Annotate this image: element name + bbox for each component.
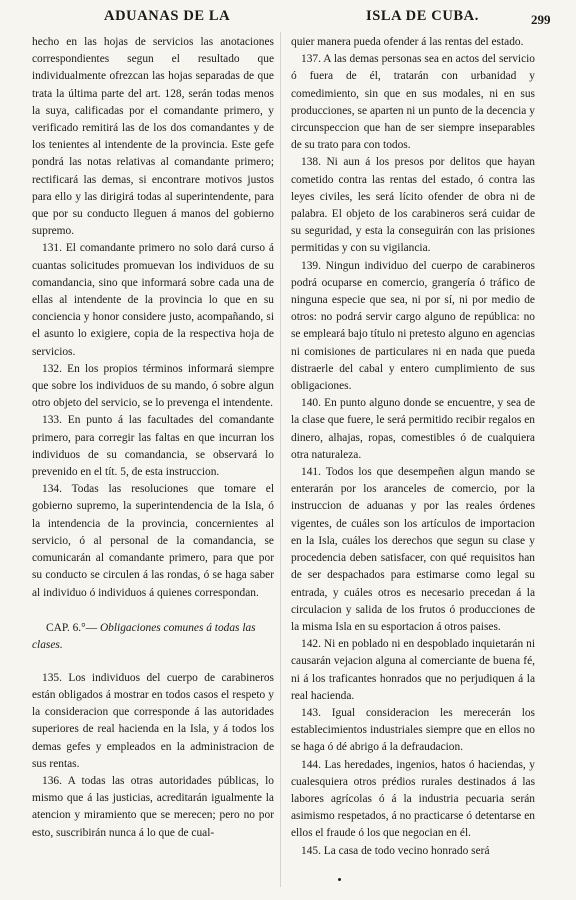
article-paragraph: 141. Todos los que desempeñen algun mando se enterarán por los aranceles de comercio, por la instruccion de aduanas y por las reales órdenes vigentes, de cuáles son los artículos de importacion en la Isla, cuáles los derechos que segun su clase y procedencia deben satisfacer, con qué requisitos han de ser despachados para estimarse como legal su entrada, y cuáles otros es necesario precedan á la circulacion y salida de los frutos ó producciones de la misma Isla en su esportacion á otros paises.	[291, 466, 535, 633]
article-paragraph: 142. Ni en poblado ni en despoblado inquietarán ni causarán vejacion alguna al comerciante de buena fé, ni á los traficantes honrados que no perjudiquen á la real hacienda.	[291, 638, 535, 702]
chapter-heading	[32, 620, 274, 654]
article-paragraph: 144. Las heredades, ingenios, hatos ó haciendas, y cualesquiera otros prédios rurales destinados á las labores agrícolas ó á la industria pecuaria serán asimismo respetados, á no practicarse ó detentarse en ellos el fraude ó los que negocian en él.	[291, 758, 535, 840]
continued-paragraph: hecho en las hojas de servicios las anotaciones correspondientes segun el resultado que individualmente ofrezcan las hojas separadas de que trata la última parte del art. 128, serán todas menos la suya, calificadas por el comandante primero, y verificado remitirá las de los dos comandantes y de los tenientes al intendente de la provincia. Este gefe pondrá las notas relativas al comandante primero; rectificará las demas, si encontrare motivos justos para ello y las dirigirá todas al superintendente, para que por su conducto lleguen á manos del gobierno supremo.	[32, 36, 274, 238]
running-header-right: ISLA DE CUBA.	[366, 8, 479, 24]
article-paragraph: 138. Ni aun á los presos por delitos que hayan cometido contra las rentas del estado, ó contra las leyes civiles, les será lícito ofender de obra ni de palabra. El objeto de los carabineros será cuidar de su seguridad, y esta la conseguirán con las prisiones permitidas y con su vigilancia.	[291, 156, 535, 255]
right-text-column	[291, 34, 535, 860]
article-paragraph: 134. Todas las resoluciones que tomare el gobierno supremo, la superintendencia de la Isla, ó la intendencia de la provincia, concernientes al servicio, ó al personal de la comandancia, se comunicarán al comandante primero, para que por su conducto se circulen á las rondas, ó se haga saber al individuo ó individuos á quienes correspondan.	[32, 483, 274, 599]
print-mark	[338, 878, 341, 881]
article-paragraph: 132. En los propios términos informará siempre que sobre los individuos de su mando, ó sobre algun otro objeto del servicio, se lo prevenga el intendente.	[32, 362, 274, 410]
article-paragraph: 136. A todas las otras autoridades públicas, lo mismo que á las justicias, acreditarán igualmente la atencion y miramiento que se merecen; pero no por esto, suscribirán nunca á lo que de cual-	[32, 774, 274, 839]
article-paragraph: 131. El comandante primero no solo dará curso á cuantas solicitudes promuevan los individuos de su comandancia, sino que informará sobre cada una de ellas al intendente de la provincia lo que en su conciencia y honor considere justo, acompañando, si el asunto lo exigiere, copia de la respectiva hoja de servicios.	[32, 242, 274, 358]
chapter-title: Obligaciones comunes á todas las clases.	[32, 621, 256, 651]
chapter-number: CAP. 6.°—	[46, 621, 98, 634]
page-number: 299	[531, 12, 551, 27]
article-paragraph: 133. En punto á las facultades del comandante primero, para corregir las faltas en que incurran los individuos de su comandancia, se observará lo prevenido en el tít. 5, de esta instruccion.	[32, 414, 274, 479]
continued-paragraph: quier manera pueda ofender á las rentas del estado.	[291, 36, 524, 48]
column-divider	[280, 32, 281, 887]
article-paragraph: 137. A las demas personas sea en actos del servicio ó fuera de él, tratarán con urbanidad y comedimiento, sin que en sus modales, ni en sus producciones, se aparten ni un punto de la decencia y circunspeccion que han de ser siempre inseparables de su trato para con todos.	[291, 53, 535, 152]
article-paragraph: 140. En punto alguno donde se encuentre, y sea de la clase que fuere, le será permitido recibir regalos en dinero, alhajas, ropas, comestibles ó de cualquiera otra naturaleza.	[291, 397, 535, 461]
running-header-left: ADUANAS DE LA	[104, 8, 231, 24]
article-paragraph: 145. La casa de todo vecino honrado será	[301, 844, 490, 857]
article-paragraph: 139. Ningun individuo del cuerpo de carabineros podrá ocuparse en comercio, grangería ó tráfico de ninguna especie que sea, ni por sí, ni por medio de otros: no podrá servir cargo alguno de república: no se empleará bajo título ni pretesto alguno en agencias ni comisiones de particulares ni en nada que pueda distraerle del cabal y entero cumplimiento de sus obligaciones.	[291, 259, 535, 393]
article-paragraph: 143. Igual consideracion les merecerán los establecimientos industriales siempre que en ellos no se haga ó dé abrigo á la defraudacion.	[291, 706, 535, 754]
left-text-column	[32, 34, 274, 842]
article-paragraph: 135. Los individuos del cuerpo de carabineros están obligados á mostrar en todos casos el respeto y la consideracion que corresponde á las autoridades superiores de real hacienda en la Isla, y á todos los demas gefes y empleados en la administracion de sus rentas.	[32, 671, 274, 770]
